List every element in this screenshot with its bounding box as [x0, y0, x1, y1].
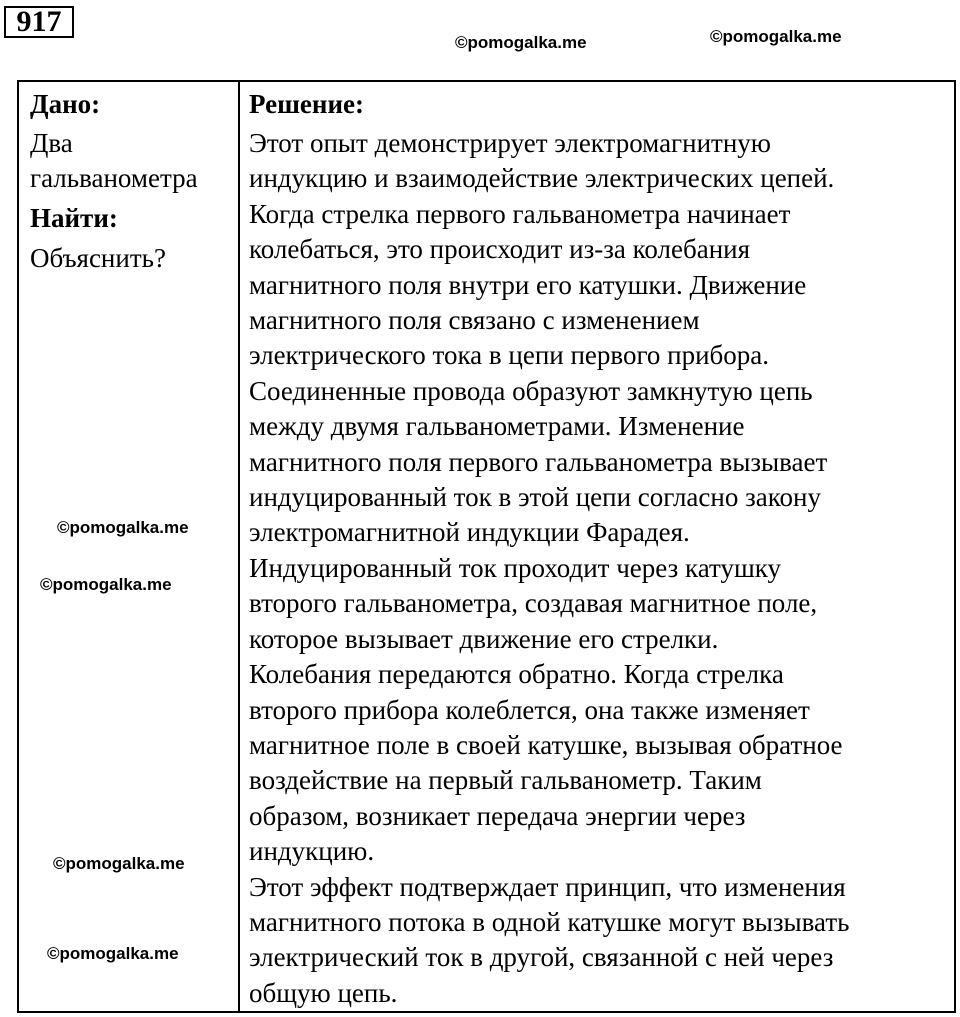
solution-text: Этот опыт демонстрирует электромагнитную индукцию и взаимодействие электрических цепей. Когда стрелка первого гальванометра начинает колебаться, это происходит из-за колебания магнитного поля внутри его катушки. Движение магнитного поля связано с изменением электрического тока в цепи первого прибора. Соединенные провода образуют замкнутую цепь между двумя гальванометрами. Изменение магнитного поля первого гальванометра вызывает индуцированный ток в этой цепи согласно закону электромагнитной индукции Фарадея. Индуцированный ток проходит через катушку второго гальванометра, создавая магнитное поле, которое вызывает движение его стрелки. Колебания передаются обратно. Когда стрелка второго прибора колеблется, она также изменяет магнитное поле в своей катушке, вызывая обратное воздействие на первый гальванометр. Таким образом, возникает передача энергии через индукцию. Этот эффект подтверждает принцип, что изменения магнитного потока в одной катушке могут вызывать электрический ток в другой, связанной с ней через общую цепь. — [249, 128, 850, 1008]
solution-column — [249, 86, 949, 1011]
watermark: ©pomogalka.me — [57, 518, 189, 537]
column-divider — [238, 82, 240, 1011]
watermark: ©pomogalka.me — [455, 33, 587, 52]
watermark: ©pomogalka.me — [710, 27, 842, 46]
find-heading: Найти: — [30, 203, 118, 233]
given-column — [30, 86, 230, 276]
solution-heading: Решение: — [249, 89, 364, 119]
find-text: Объяснить? — [30, 243, 166, 273]
problem-number: 917 — [4, 6, 74, 38]
watermark: ©pomogalka.me — [53, 854, 185, 873]
given-heading: Дано: — [30, 89, 101, 119]
watermark: ©pomogalka.me — [47, 944, 179, 963]
given-text: Два гальванометра — [30, 128, 198, 193]
watermark: ©pomogalka.me — [40, 575, 172, 594]
